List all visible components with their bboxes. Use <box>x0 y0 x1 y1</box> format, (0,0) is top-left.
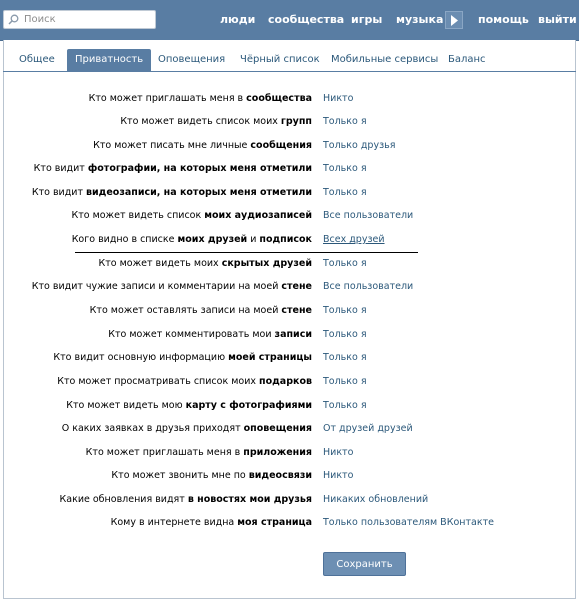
setting-label <box>34 163 312 174</box>
nav-help-link[interactable]: помощь <box>478 13 529 26</box>
setting-label-bold: моя страница <box>237 517 312 528</box>
setting-label-bold: стене <box>281 281 312 292</box>
setting-label <box>57 376 312 387</box>
setting-label-text: Кому в интернете видна <box>110 517 238 528</box>
setting-label-bold: групп <box>280 116 312 127</box>
setting-label-text: Кто может видеть моих <box>98 258 222 269</box>
setting-label <box>90 305 312 316</box>
search-input[interactable] <box>24 12 152 27</box>
privacy-setting-row <box>0 93 579 109</box>
setting-label <box>108 329 312 340</box>
nav-people-link[interactable]: люди <box>220 13 256 26</box>
privacy-setting-row <box>0 187 579 203</box>
tab-mobile-services[interactable]: Мобильные сервисы <box>331 54 439 65</box>
play-icon <box>450 15 459 26</box>
setting-label <box>60 494 312 505</box>
nav-games-link[interactable]: игры <box>351 13 383 26</box>
setting-label-text: Кто видит чужие записи и комментарии на моей <box>31 281 282 292</box>
setting-label-bold: моих друзей <box>177 234 248 245</box>
setting-label-text: Кто видит <box>31 187 87 198</box>
setting-label-bold: скрытых друзей <box>221 258 312 269</box>
setting-label <box>71 210 312 221</box>
setting-value-link[interactable]: От друзей друзей <box>323 423 413 434</box>
setting-label <box>53 352 312 363</box>
setting-label <box>32 187 312 198</box>
setting-value-link[interactable]: Только я <box>323 116 367 127</box>
privacy-setting-row <box>0 352 579 368</box>
setting-label-text: Кто может приглашать меня в <box>85 447 244 458</box>
setting-label-bold: оповещения <box>243 423 312 434</box>
setting-value-link[interactable]: Только я <box>323 376 367 387</box>
setting-label-bold: подписок <box>259 234 312 245</box>
setting-label <box>66 400 312 411</box>
setting-label <box>99 258 312 269</box>
setting-value-link[interactable]: Никто <box>323 470 354 481</box>
privacy-setting-row <box>0 305 579 321</box>
setting-label <box>93 140 312 151</box>
privacy-setting-row <box>0 163 579 179</box>
setting-value-link[interactable]: Все пользователи <box>323 281 414 292</box>
setting-value-link[interactable]: Только пользователям ВКонтакте <box>323 517 494 528</box>
setting-value-link[interactable]: Никаких обновлений <box>323 494 429 505</box>
setting-label <box>32 281 312 292</box>
setting-label-bold: в новостях мои друзья <box>187 494 312 505</box>
setting-label-bold: моих аудиозаписей <box>204 210 312 221</box>
privacy-setting-row <box>0 470 579 486</box>
setting-label <box>120 116 312 127</box>
setting-label-text: Кто может оставлять записи на моей <box>89 305 282 316</box>
setting-label-bold: моей страницы <box>228 352 312 363</box>
setting-label-bold: подарков <box>259 376 312 387</box>
privacy-setting-row <box>0 400 579 416</box>
privacy-setting-row <box>0 116 579 132</box>
privacy-setting-row <box>0 210 579 226</box>
music-play-button[interactable] <box>445 11 463 29</box>
setting-label-bold: сообщения <box>250 140 312 151</box>
setting-value-link[interactable]: Только я <box>323 352 367 363</box>
settings-tabs <box>3 49 576 72</box>
setting-label-text: Кто может видеть мою <box>66 400 186 411</box>
setting-label-bold: видеосвязи <box>248 470 312 481</box>
setting-label-text: Кто может писать мне личные <box>93 140 251 151</box>
setting-value-link[interactable]: Никто <box>323 93 354 104</box>
save-button[interactable]: Сохранить <box>323 552 406 576</box>
setting-label-text: Кто может приглашать меня в <box>88 93 247 104</box>
setting-label <box>86 447 312 458</box>
setting-label <box>111 517 312 528</box>
tab-privacy[interactable]: Приватность <box>67 49 151 71</box>
setting-label-text: Кто может звонить мне по <box>111 470 249 481</box>
setting-label-text: Кто видит <box>33 163 88 174</box>
privacy-setting-row <box>0 329 579 345</box>
search-icon <box>8 14 19 25</box>
setting-label-bold: карту с фотографиями <box>185 400 312 411</box>
privacy-setting-row <box>0 376 579 392</box>
privacy-setting-row <box>0 140 579 156</box>
privacy-setting-row <box>0 258 579 274</box>
setting-label-text: Кто может видеть список моих <box>120 116 281 127</box>
setting-label-text: Кого видно в списке <box>71 234 178 245</box>
nav-music-link[interactable]: музыка <box>396 13 444 26</box>
setting-value-link[interactable]: Никто <box>323 447 354 458</box>
setting-label-text: Кто видит основную информацию <box>53 352 229 363</box>
setting-label-text: Кто может комментировать мои <box>108 329 275 340</box>
setting-label <box>89 93 312 104</box>
top-header <box>0 0 579 41</box>
privacy-setting-row <box>0 494 579 510</box>
nav-communities-link[interactable]: сообщества <box>268 13 345 26</box>
privacy-setting-row <box>0 447 579 463</box>
tab-balance[interactable]: Баланс <box>448 54 486 65</box>
privacy-setting-row <box>0 517 579 533</box>
setting-value-link[interactable]: Всех друзей <box>323 234 385 245</box>
privacy-setting-row <box>0 423 579 439</box>
setting-label-bold: приложения <box>243 447 312 458</box>
section-divider <box>75 252 418 253</box>
setting-label <box>72 234 312 245</box>
setting-label <box>62 423 312 434</box>
setting-value-link[interactable]: Только я <box>323 163 367 174</box>
setting-value-link[interactable]: Только я <box>323 258 367 269</box>
setting-label-bold: видеозаписи, на которых меня отметили <box>86 187 312 198</box>
setting-value-link[interactable]: Только я <box>323 400 367 411</box>
setting-label-text: Кто может видеть список <box>71 210 205 221</box>
setting-value-link[interactable]: Только я <box>323 305 367 316</box>
setting-label-bold: стене <box>281 305 312 316</box>
tab-blacklist[interactable]: Чёрный список <box>240 54 320 65</box>
privacy-setting-row <box>0 281 579 297</box>
setting-label <box>111 470 312 481</box>
setting-label-bold: фотографии, на которых меня отметили <box>87 163 312 174</box>
setting-value-link[interactable]: Только я <box>323 329 367 340</box>
setting-label-text: Какие обновления видят <box>59 494 188 505</box>
tab-notifications[interactable]: Оповещения <box>158 54 226 65</box>
setting-value-link[interactable]: Только друзья <box>323 140 396 151</box>
tab-general[interactable]: Общее <box>19 54 55 65</box>
setting-label-bold: сообщества <box>246 93 312 104</box>
setting-value-link[interactable]: Только я <box>323 187 367 198</box>
setting-label-text: О каких заявках в друзья приходят <box>61 423 244 434</box>
setting-label-bold: записи <box>274 329 312 340</box>
setting-value-link[interactable]: Все пользователи <box>323 210 414 221</box>
setting-label-text: и <box>247 234 260 245</box>
privacy-setting-row <box>0 234 579 250</box>
nav-logout-link[interactable]: выйти <box>538 13 577 26</box>
setting-label-text: Кто может просматривать список моих <box>57 376 260 387</box>
search-box[interactable] <box>3 10 156 29</box>
